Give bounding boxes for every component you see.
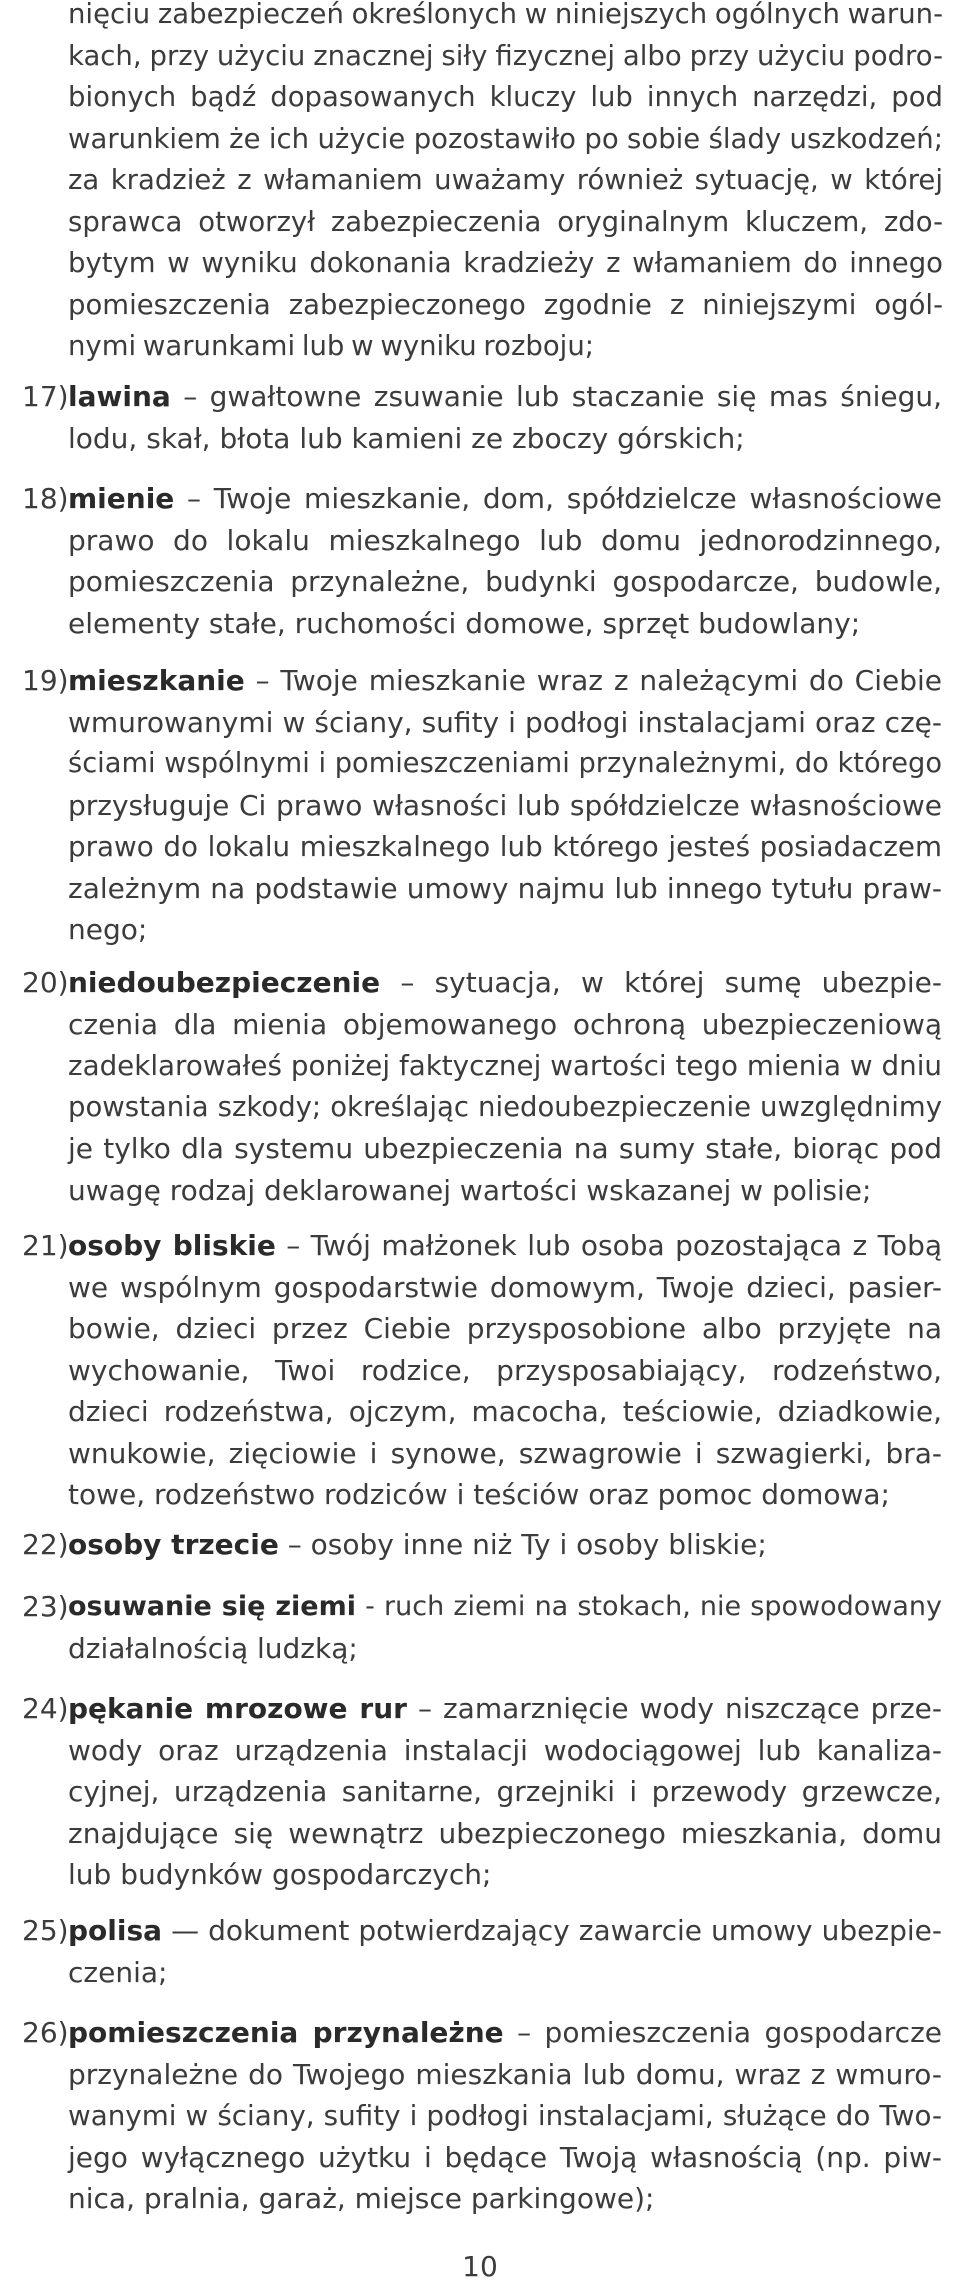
- item-number: 22): [22, 1528, 69, 1561]
- intro-line: kach, przy użyciu znacznej siły fizycznej albo przy użyciu podro-: [68, 39, 943, 72]
- definition-item-23: [22, 1586, 942, 1669]
- item-number: 18): [22, 482, 69, 515]
- definition-term: pomieszczenia przynależne: [68, 2016, 504, 2049]
- item-number: 26): [22, 2016, 69, 2049]
- definition-text: — dokument potwierdzający zawarcie umowy ubezpie-: [162, 1914, 942, 1947]
- intro-line: nymi warunkami lub w wyniku rozboju;: [68, 330, 595, 362]
- definition-text: – Twój małżonek lub osoba pozostająca z Tobą: [275, 1229, 943, 1262]
- definition-text: – pomieszczenia gospodarcze: [503, 2016, 943, 2049]
- definition-item-18: [22, 478, 942, 644]
- definition-item-21: [22, 1225, 942, 1516]
- definition-text: wychowanie, Twoi rodzice, przysposabiający, rodzeństwo,: [68, 1353, 942, 1387]
- definition-term: osoby bliskie: [68, 1229, 276, 1262]
- definition-text: elementy stałe, ruchomości domowe, sprzęt budowlany;: [68, 606, 861, 640]
- definition-text: we wspólnym gospodarstwie domowym, Twoje dzieci, pasier-: [68, 1270, 942, 1304]
- intro-line: pomieszczenia zabezpieczonego zgodnie z niniejszymi ogól-: [68, 288, 943, 321]
- definition-text: dzieci rodzeństwa, ojczym, macocha, teściowie, dziadkowie,: [68, 1395, 942, 1428]
- definition-text: uwagę rodzaj deklarowanej wartości wskazanej w polisie;: [68, 1173, 872, 1207]
- definition-term: mienie: [68, 482, 175, 515]
- definition-term: niedoubezpieczenie: [68, 966, 381, 999]
- definition-item-19: [22, 660, 942, 951]
- intro-line: bytym w wyniku dokonania kradzieży z włamaniem do innego: [68, 247, 943, 279]
- definition-text: towe, rodzeństwo rodziców i teściów oraz pomoc domowa;: [68, 1478, 890, 1511]
- definition-text: cyjnej, urządzenia sanitarne, grzejniki i przewody grzewcze,: [68, 1775, 942, 1808]
- definition-term: pękanie mrozowe rur: [68, 1692, 407, 1725]
- definition-text: czenia dla mienia objemowanego ochroną ubezpieczeniową: [68, 1007, 942, 1041]
- definition-text: działalnością ludzką;: [68, 1631, 358, 1665]
- definition-text: lodu, skał, błota lub kamieni ze zboczy górskich;: [68, 421, 745, 455]
- definition-item-25: [22, 1910, 942, 1993]
- definition-text: – osoby inne niż Ty i osoby bliskie;: [278, 1528, 767, 1561]
- definition-text: wnukowie, zięciowie i synowe, szwagrowie i szwagierki, bra-: [68, 1436, 942, 1470]
- definition-text: - ruch ziemi na stokach, nie spowodowany: [356, 1591, 942, 1622]
- definition-term: osuwanie się ziemi: [68, 1591, 357, 1622]
- definition-text: nego;: [68, 913, 148, 946]
- definition-text: pomieszczenia przynależne, budynki gospodarcze, budowle,: [68, 565, 942, 598]
- definition-text: zadeklarowałeś poniżej faktycznej wartości tego mienia w dniu: [68, 1049, 942, 1082]
- definition-term: osoby trzecie: [68, 1528, 279, 1561]
- definition-text: – zamarznięcie wody niszczące prze-: [406, 1692, 942, 1725]
- item-number: 24): [22, 1692, 69, 1725]
- item-number: 19): [22, 664, 69, 697]
- definition-text: zależnym na podstawie umowy najmu lub innego tytułu praw-: [68, 871, 942, 905]
- definition-term: polisa: [68, 1914, 163, 1947]
- definition-text: wody oraz urządzenia instalacji wodociągowej lub kanaliza-: [68, 1733, 942, 1767]
- definition-text: bowie, dzieci przez Ciebie przysposobione albo przyjęte na: [68, 1312, 942, 1345]
- definition-term: lawina: [68, 380, 171, 413]
- definition-text: ściami wspólnymi i pomieszczeniami przynależnymi, do którego: [68, 748, 942, 779]
- definition-item-22: [22, 1524, 942, 1566]
- definition-text: wmurowanymi w ściany, sufity i podłogi instalacjami oraz czę-: [68, 705, 942, 739]
- definition-text: prawo do lokalu mieszkalnego lub którego jesteś posiadaczem: [68, 830, 942, 863]
- intro-line: bionych bądź dopasowanych kluczy lub innych narzędzi, pod: [68, 81, 943, 113]
- definition-item-20: [22, 962, 942, 1211]
- intro-line: za kradzież z włamaniem uważamy również sytuację, w której: [68, 164, 943, 196]
- definition-text: jego wyłącznego użytku i będące Twoją własnością (np. piw-: [68, 2140, 942, 2174]
- item-number: 23): [22, 1590, 69, 1623]
- definition-text: je tylko dla systemu ubezpieczenia na sumy stałe, biorąc pod: [68, 1132, 942, 1165]
- definition-text: – Twoje mieszkanie, dom, spółdzielcze własnościowe: [174, 482, 942, 515]
- intro-line: sprawca otworzył zabezpieczenia oryginalnym kluczem, zdo-: [68, 205, 943, 238]
- item-number: 17): [22, 380, 69, 413]
- definition-text: powstania szkody; określając niedoubezpieczenie uwzględnimy: [68, 1090, 942, 1123]
- item-number: 25): [22, 1914, 69, 1947]
- definition-text: – gwałtowne zsuwanie lub staczanie się mas śniegu,: [170, 380, 942, 413]
- definition-text: wanymi w ściany, sufity i podłogi instalacjami, służące do Two-: [68, 2099, 942, 2132]
- page-number: 10: [462, 2250, 498, 2283]
- definition-text: lub budynków gospodarczych;: [68, 1858, 492, 1891]
- intro-line: nięciu zabezpieczeń określonych w niniejszych ogólnych warun-: [68, 0, 943, 30]
- definition-text: czenia;: [68, 1955, 168, 1989]
- definition-text: nica, pralnia, garaż, miejsce parkingowe);: [68, 2182, 655, 2215]
- definition-term: mieszkanie: [68, 664, 245, 697]
- definition-item-26: [22, 2012, 942, 2220]
- definition-item-17: [22, 376, 942, 459]
- definition-text: – Twoje mieszkanie wraz z należącymi do Ciebie: [244, 664, 942, 697]
- definition-item-24: [22, 1688, 942, 1896]
- definition-text: prawo do lokalu mieszkalnego lub domu jednorodzinnego,: [68, 523, 942, 557]
- definition-text: – sytuacja, w której sumę ubezpie-: [380, 966, 942, 999]
- item-number: 20): [22, 966, 69, 999]
- definition-text: znajdujące się wewnątrz ubezpieczonego mieszkania, domu: [68, 1816, 942, 1850]
- intro-line: warunkiem że ich użycie pozostawiło po sobie ślady uszkodzeń;: [68, 122, 943, 155]
- item-number: 21): [22, 1229, 69, 1262]
- definition-text: przynależne do Twojego mieszkania lub domu, wraz z wmuro-: [68, 2057, 942, 2091]
- definition-text: przysługuje Ci prawo własności lub spółdzielcze własnościowe: [68, 788, 942, 822]
- intro-paragraph: [68, 0, 943, 368]
